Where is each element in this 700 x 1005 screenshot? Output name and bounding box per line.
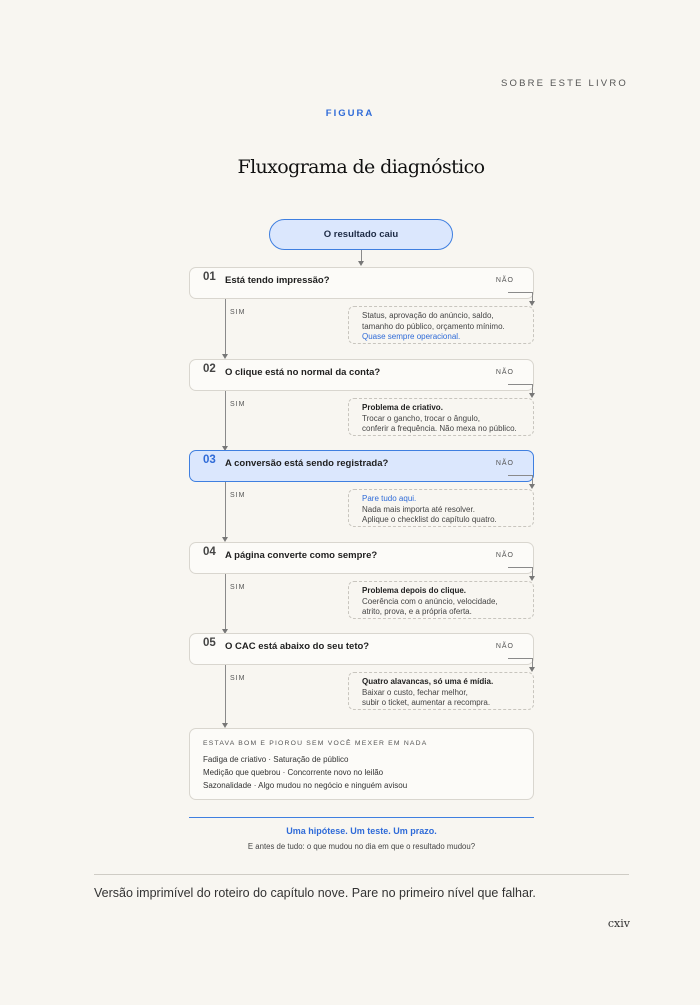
step-number: 04	[203, 546, 216, 558]
figure-caption: Versão imprimível do roteiro do capítulo nove. Pare no primeiro nível que falhar.	[94, 886, 536, 900]
no-label: NÃO	[495, 369, 514, 376]
answer-line: Status, aprovação do anúncio, saldo,	[362, 311, 494, 320]
final-line: Sazonalidade · Algo mudou no negócio e ninguém avisou	[203, 781, 408, 790]
step-number: 05	[203, 637, 216, 649]
page-number: cxiv	[607, 917, 630, 930]
no-connector	[508, 567, 532, 568]
start-arrow-icon	[358, 261, 364, 266]
step-question: O clique está no normal da conta?	[225, 367, 381, 378]
caption-divider	[94, 874, 629, 875]
no-arrow-icon	[529, 484, 535, 489]
answer-line: atrito, prova, e a própria oferta.	[362, 607, 472, 616]
step-number: 01	[203, 271, 216, 283]
no-label: NÃO	[495, 277, 514, 284]
no-label: NÃO	[495, 460, 514, 467]
step-question: A conversão está sendo registrada?	[225, 458, 389, 469]
answer-line: Quatro alavancas, só uma é mídia.	[362, 677, 494, 686]
yes-label: SIM	[230, 584, 246, 591]
final-title: ESTAVA BOM E PIOROU SEM VOCÊ MEXER EM NADA	[203, 740, 428, 747]
answer-line: Aplique o checklist do capítulo quatro.	[362, 515, 497, 524]
final-line: Fadiga de criativo · Saturação de público	[203, 755, 349, 764]
answer-line: conferir a frequência. Não mexa no público.	[362, 424, 517, 433]
divider	[189, 817, 534, 818]
final-box	[189, 728, 534, 800]
answer-box-01	[348, 306, 534, 344]
figure-kicker: FIGURA	[325, 108, 375, 119]
question-box-04	[189, 542, 534, 574]
step-question: O CAC está abaixo do seu teto?	[225, 641, 370, 652]
answer-line: Problema depois do clique.	[362, 586, 467, 595]
yes-connector	[225, 391, 226, 447]
no-arrow-icon	[529, 393, 535, 398]
step-question: Está tendo impressão?	[225, 275, 330, 286]
answer-box-05	[348, 672, 534, 710]
answer-line: Nada mais importa até resolver.	[362, 504, 475, 514]
step-number: 03	[203, 454, 216, 466]
question-box-01	[189, 267, 534, 299]
answer-box-03	[348, 489, 534, 527]
figure-title: Fluxograma de diagnóstico	[237, 156, 485, 178]
yes-connector	[225, 299, 226, 355]
yes-label: SIM	[230, 492, 246, 499]
yes-connector	[225, 665, 226, 724]
yes-connector	[225, 482, 226, 538]
subline: E antes de tudo: o que mudou no dia em que o resultado mudou?	[247, 842, 476, 851]
answer-line: Trocar o gancho, trocar o ângulo,	[362, 413, 480, 423]
yes-label: SIM	[230, 309, 246, 316]
no-arrow-icon	[529, 576, 535, 581]
tagline: Uma hipótese. Um teste. Um prazo.	[286, 826, 437, 836]
question-box-03	[189, 450, 534, 482]
no-label: NÃO	[495, 643, 514, 650]
answer-line: Coerência com o anúncio, velocidade,	[362, 596, 498, 606]
answer-box-04	[348, 581, 534, 619]
yes-label: SIM	[230, 401, 246, 408]
no-connector	[508, 475, 532, 476]
answer-line: Problema de criativo.	[362, 403, 443, 412]
no-connector	[508, 384, 532, 385]
answer-line: subir o ticket, aumentar a recompra.	[362, 698, 491, 707]
final-line: Medição que quebrou · Concorrente novo no leilão	[203, 768, 384, 777]
no-label: NÃO	[495, 552, 514, 559]
answer-line: Pare tudo aqui.	[362, 494, 417, 503]
step-number: 02	[203, 363, 216, 375]
start-node: O resultado caiu	[269, 219, 453, 250]
answer-line: Quase sempre operacional.	[362, 332, 461, 341]
step-question: A página converte como sempre?	[225, 550, 378, 561]
answer-line: Baixar o custo, fechar melhor,	[362, 687, 468, 697]
no-arrow-icon	[529, 301, 535, 306]
yes-connector	[225, 574, 226, 630]
question-box-02	[189, 359, 534, 391]
start-connector	[361, 250, 362, 261]
yes-label: SIM	[230, 675, 246, 682]
no-connector	[508, 292, 532, 293]
answer-line: tamanho do público, orçamento mínimo.	[362, 321, 505, 331]
no-arrow-icon	[529, 667, 535, 672]
running-header: SOBRE ESTE LIVRO	[500, 78, 628, 89]
answer-box-02	[348, 398, 534, 436]
question-box-05	[189, 633, 534, 665]
no-connector	[508, 658, 532, 659]
